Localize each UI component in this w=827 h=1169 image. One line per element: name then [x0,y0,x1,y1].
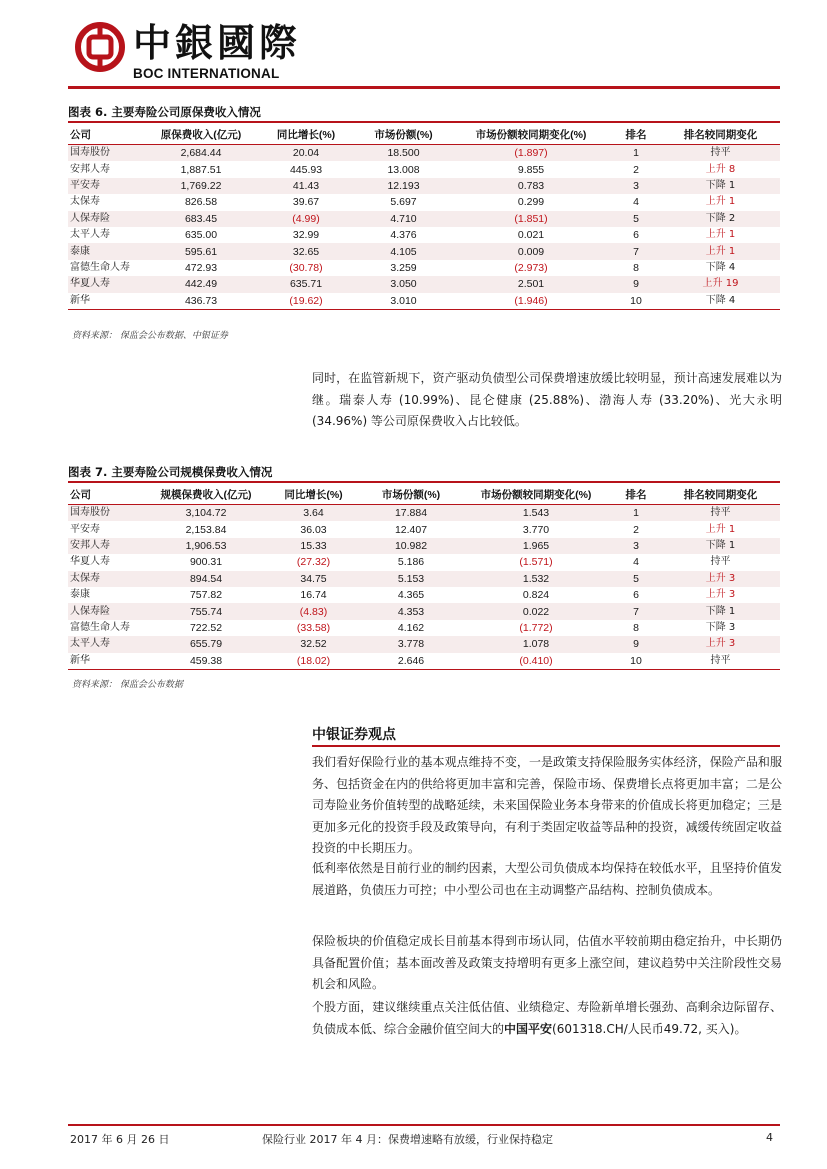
table-cell: 18.500 [356,145,451,162]
table-cell: 10.982 [361,538,461,554]
table-row [68,194,780,210]
table-cell: 6 [633,589,639,602]
table-cell: 新华 [68,653,146,670]
table-cell: 华夏人寿 [70,556,110,568]
table-cell: (19.62) [256,293,356,310]
column-header: 规模保费收入(亿元) [146,484,266,505]
table-cell: 1.532 [461,571,611,587]
footer-rule [68,1124,780,1126]
table-cell: (30.78) [289,261,323,274]
footer-doc-title: 保险行业 2017 年 4 月：保费增速略有放缓，行业保持稳定 [262,1133,553,1146]
table-cell: 0.824 [522,589,550,602]
table-cell: 人保寿险 [68,211,146,227]
table-cell: 894.54 [146,571,266,587]
table-cell: 13.008 [387,163,420,176]
view-paragraph-4-suffix: (601318.CH/人民币49.72, 买入)。 [552,1021,747,1036]
table-row [68,293,780,310]
column-header: 排名 [611,124,661,145]
table-cell: (1.772) [519,621,553,634]
table-cell: 5.153 [361,571,461,587]
table-cell: 6 [633,229,639,242]
table-cell: 0.021 [517,229,545,242]
table-cell: 755.74 [146,603,266,619]
view-stock-highlight: 中国平安 [504,1021,553,1036]
table-cell: 32.65 [256,243,356,259]
table-cell: 34.75 [266,571,361,587]
table-cell: 新华 [68,293,146,310]
table-row [68,521,780,537]
column-header: 市场份额较同期变化(%) [461,484,611,505]
table-cell: 9 [611,276,661,292]
table-row [68,603,780,619]
table-cell: 12.407 [394,523,428,536]
table-cell: 富德生命人寿 [70,621,130,633]
table-cell: 国寿股份 [68,145,146,162]
body-paragraph: 同时，在监管新规下，资产驱动负债型公司保费增速放缓比较明显，预计高速发展难以为继。瑞泰人寿 (10.99%)、昆仑健康 (25.88%)、渤海人寿 (33.20%)、光大永明 (34.96%) 等公司原保费收入占比较低。 [312,371,782,428]
table-row [68,211,780,227]
table-row [68,161,780,177]
table-cell: 0.783 [451,178,611,194]
table-cell: 4.710 [356,211,451,227]
table-cell: 华夏人寿 [68,276,146,292]
table-cell: 2,684.44 [146,145,256,162]
table7-body [68,505,780,670]
table-row [68,260,780,276]
table-cell: 442.49 [146,276,256,292]
table-cell: 16.74 [300,589,327,602]
table6-title: 图表 6. 主要寿险公司原保费收入情况 [68,105,261,119]
table-cell: 15.33 [266,538,361,554]
table-cell: (0.410) [461,653,611,670]
table-cell: 国寿股份 [68,505,146,522]
table-cell: 0.022 [461,603,611,619]
view-section-rule [312,745,780,747]
table6 [68,124,780,310]
table6-body [68,145,780,310]
table-cell: 4 [633,556,639,569]
table-row [68,571,780,587]
table-cell: 太保寿 [70,196,100,208]
header-rule [68,86,780,89]
table-cell: (18.02) [266,653,361,670]
table-cell: 1.965 [461,538,611,554]
table-cell: 上升 3 [705,589,736,601]
table-cell: 655.79 [146,636,266,652]
table-cell: 10 [611,293,661,310]
table-cell: 1,887.51 [180,163,222,176]
table-cell: (33.58) [296,621,331,634]
table-cell: 2 [633,523,639,536]
view-paragraph-1: 我们看好保险行业的基本观点维持不变，一是政策支持保险服务实体经济，保险产品和服务、包括资金在内的供给将更加丰富和完善，保险市场、保费增长点将更加丰富；二是公司寿险业务价值转型的战略延续，未来国保险业务本身带来的价值成长将更加稳定；三是更加多元化的投资手段及政策导向，有利于类固定收益等品种的投资，减缓传统固定收益投资的中长期压力。 [312,755,782,855]
column-header: 市场份额(%) [361,484,461,505]
table-cell: 上升 19 [661,276,780,292]
table-cell: 39.67 [292,196,320,209]
table-cell: 1.543 [461,505,611,522]
table-cell: 900.31 [189,556,223,569]
table-cell: 10 [611,653,661,670]
table-cell: 上升 3 [661,571,780,587]
table-cell: 人保寿险 [68,603,146,619]
table-cell: 472.93 [184,261,218,274]
table-row [68,620,780,636]
column-header: 市场份额(%) [356,124,451,145]
table-cell: 上升 1 [661,243,780,259]
table7-source: 资料来源： 保监会公布数据 [72,680,183,690]
table-cell: 上升 8 [705,163,736,175]
table-cell: 7 [611,243,661,259]
table-cell: 上升 1 [705,523,736,535]
table-cell: 3.010 [356,293,451,310]
table-cell: 595.61 [146,243,256,259]
table-cell: 5 [611,211,661,227]
table-cell: 8 [633,261,639,274]
column-header: 原保费收入(亿元) [146,124,256,145]
table-cell: 3.770 [522,523,550,536]
table-cell: 9 [611,636,661,652]
table-cell: 3.259 [390,261,417,274]
table-cell: 4.376 [390,229,417,242]
table7-title: 图表 7. 主要寿险公司规模保费收入情况 [68,465,273,479]
view-section-title: 中银证券观点 [312,727,396,743]
table-cell: (1.571) [519,556,553,569]
column-header: 排名较同期变化 [661,484,780,505]
view-paragraph-2: 低利率依然是目前行业的制约因素，大型公司负债成本均保持在较低水平，且坚持价值发展道路，负债压力可控；中小型公司也在主动调整产品结构、控制负债成本。 [312,861,782,897]
table-cell: 2 [633,163,639,176]
boc-logo-icon [75,22,125,72]
table-cell: 2.501 [451,276,611,292]
column-header: 同比增长(%) [256,124,356,145]
table6-header-row [68,124,780,145]
footer-page-number: 4 [766,1131,773,1144]
logo-chinese-text: 中銀國際 [133,20,302,65]
table-cell: 1,906.53 [146,538,266,554]
table-cell: 17.884 [361,505,461,522]
table-cell: 泰康 [68,243,146,259]
table-cell: 0.009 [451,243,611,259]
table-cell: 635.00 [184,229,218,242]
table-cell: 20.04 [256,145,356,162]
table-cell: 太平人寿 [70,229,110,241]
table-cell: 泰康 [70,589,90,601]
table-cell: 下降 4 [705,261,736,273]
table-row [68,276,780,292]
column-header: 排名较同期变化 [661,124,780,145]
table-row [68,538,780,554]
table-cell: 0.299 [517,196,545,209]
table-row [68,243,780,259]
table-cell: 太平人寿 [68,636,146,652]
table7-header-row [68,484,780,505]
table-cell: 平安寿 [70,523,100,535]
column-header: 公司 [68,124,146,145]
table-cell: (2.973) [514,261,548,274]
table7 [68,484,780,670]
table-cell: 1 [611,505,661,522]
table-row [68,145,780,162]
table-cell: 上升 1 [705,196,736,208]
table-cell: 32.99 [292,229,320,242]
table-row [68,587,780,603]
table-row [68,636,780,652]
table-cell: 32.52 [266,636,361,652]
table-cell: 安邦人寿 [70,163,110,175]
table-cell: 36.03 [300,523,327,536]
table6-source: 资料来源： 保监会公布数据、中银证券 [72,331,228,341]
table-cell: 持平 [661,653,780,670]
table-cell: 5.697 [390,196,417,209]
footer-date: 2017 年 6 月 26 日 [70,1133,170,1146]
table-cell: 4.353 [361,603,461,619]
table-row [68,178,780,194]
table-cell: 3.64 [266,505,361,522]
table-cell: (27.32) [296,556,331,569]
table-cell: 5 [611,571,661,587]
table-cell: 4.162 [397,621,425,634]
table6-title-rule [68,121,780,123]
column-header: 同比增长(%) [266,484,361,505]
table-cell: 1.078 [461,636,611,652]
table-cell: 富德生命人寿 [70,261,130,273]
table-cell: 平安寿 [68,178,146,194]
table-cell: 上升 3 [661,636,780,652]
column-header: 市场份额较同期变化(%) [451,124,611,145]
table-cell: 太保寿 [68,571,146,587]
table-cell: 4.365 [397,589,425,602]
table-cell: 436.73 [146,293,256,310]
table-cell: 持平 [710,556,731,568]
table-cell: 4 [633,196,639,209]
table-cell: 7 [611,603,661,619]
table-cell: 8 [633,621,639,634]
table-cell: (1.946) [451,293,611,310]
table-cell: 3,104.72 [146,505,266,522]
table-cell: 722.52 [189,621,223,634]
view-paragraph-4-prefix: 个股方面，建议继续重点关注低估值、业绩稳定、寿险新单增长强劲、高剩余边际留存、负债成本低、综合金融价值空间大的 [312,1000,782,1036]
table-row [68,653,780,670]
table-cell: 9.855 [517,163,545,176]
column-header: 公司 [68,484,146,505]
table-cell: (4.83) [266,603,361,619]
table-cell: 3.050 [356,276,451,292]
table-cell: 635.71 [256,276,356,292]
table-cell: 12.193 [356,178,451,194]
table-cell: 445.93 [289,163,323,176]
table-cell: 2.646 [361,653,461,670]
table-cell: 下降 1 [661,538,780,554]
table-cell: 下降 1 [661,603,780,619]
table-cell: 安邦人寿 [68,538,146,554]
table-cell: 3 [611,538,661,554]
table-cell: 下降 4 [661,293,780,310]
column-header: 排名 [611,484,661,505]
logo-english-text: BOC INTERNATIONAL [133,66,280,81]
table-row [68,505,780,522]
table-cell: 上升 1 [705,229,736,241]
table-cell: 下降 3 [705,621,736,633]
table-cell: 下降 1 [661,178,780,194]
table-cell: 3.778 [361,636,461,652]
table-cell: 683.45 [146,211,256,227]
view-paragraph-4 [312,997,782,1040]
view-paragraph-3: 保险板块的价值稳定成长目前基本得到市场认同，估值水平较前期由稳定抬升，中长期仍具备配置价值；基本面改善及政策支持增明有更多上涨空间，建议趋势中关注阶段性交易机会和风险。 [312,934,782,991]
table-cell: 459.38 [146,653,266,670]
table-cell: 5.186 [397,556,425,569]
table-cell: (4.99) [256,211,356,227]
table-cell: 持平 [661,145,780,162]
boc-logo [75,20,315,81]
table-cell: 826.58 [184,196,218,209]
table-row [68,554,780,570]
table-cell: 4.105 [356,243,451,259]
table-cell: 1,769.22 [146,178,256,194]
table-cell: (1.851) [451,211,611,227]
table-cell: 3 [611,178,661,194]
table-row [68,227,780,243]
table-cell: 持平 [661,505,780,522]
table-cell: 2,153.84 [185,523,227,536]
table7-title-rule [68,481,780,483]
table-cell: 1 [611,145,661,162]
table-cell: 757.82 [189,589,223,602]
table-cell: 41.43 [256,178,356,194]
table-cell: 下降 2 [661,211,780,227]
table-cell: (1.897) [451,145,611,162]
